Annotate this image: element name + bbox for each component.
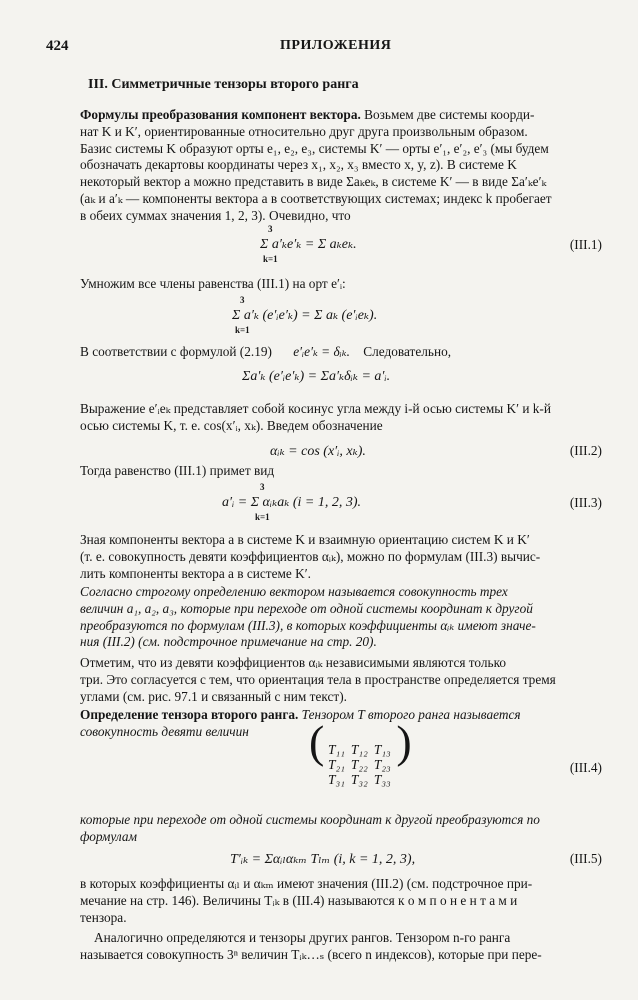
paragraph-cosine — [80, 401, 602, 435]
text-line: Зная компоненты вектора a в системе K и взаимную ориентацию систем K и K′ — [80, 532, 530, 547]
text-line: некоторый вектор a можно представить в виде Σaₖeₖ, в системе K′ — в виде Σa′ₖe′ₖ — [80, 174, 547, 190]
text-line: формулам — [80, 828, 138, 844]
paragraph-formula-219 — [80, 344, 602, 361]
paragraph-independent — [80, 655, 602, 705]
text-line: в которых коэффициенты αᵢₗ и αₖₘ имеют значения (III.2) (см. подстрочное при- — [80, 876, 533, 891]
paragraph-lead: Формулы преобразования компонент вектора. — [80, 107, 361, 122]
text-line: называется совокупность 3ⁿ величин Tᵢₖ…ₛ (всего n индексов), которые при пере- — [80, 946, 542, 962]
equation-body: a′ᵢ = Σ αᵢₖaₖ (i = 1, 2, 3). — [222, 495, 361, 510]
paragraph-multiply — [80, 276, 602, 293]
text-line: лить компоненты вектора a в системе K′. — [80, 565, 311, 581]
text-line: нат K и K′, ориентированные относительно друг друга произвольным образом. — [80, 123, 528, 139]
equation-delta — [80, 368, 602, 390]
section-title: III. Симметричные тензоры второго ранга — [88, 77, 359, 92]
text-line: Выражение e′ᵢeₖ представляет собой косинус угла между i-й осью системы K′ и k-й — [80, 401, 551, 416]
sum-upper-limit: 3 — [268, 224, 273, 234]
text-line: Тогда равенство (III.1) примет вид — [80, 463, 275, 478]
paragraph-knowing — [80, 532, 602, 582]
equation-number: (III.1) — [569, 237, 602, 252]
sum-lower-limit: k=1 — [255, 512, 270, 522]
paragraph-lead: Определение тензора второго ранга. — [80, 707, 299, 722]
text-line: совокупность девяти величин — [80, 723, 249, 739]
paragraph-vector-definition — [80, 584, 602, 651]
equation-body: αᵢₖ = cos (x′ᵢ, xₖ). — [270, 444, 366, 459]
matrix-row: T₁₁ T₁₂ T₁₃ — [328, 742, 391, 757]
text-line: осью системы K, т. е. cos(x′ᵢ, xₖ). Введем обозначение — [80, 417, 383, 433]
paragraph-other-ranks — [80, 930, 602, 964]
text-line: величин a₁, a₂, a₃, которые при переходе от одной системы координат к другой — [80, 600, 533, 616]
text-line: обозначать декартовы координаты через x₁, x₂, x₃ вместо x, y, z). В системе K — [80, 157, 517, 173]
text-line: Формулы преобразования компонент вектора. Возьмем две системы коорди- — [80, 107, 535, 122]
paragraph-vector-transform — [80, 107, 602, 225]
sum-lower-limit: k=1 — [263, 254, 278, 264]
matrix-row: T₃₁ T₃₂ T₃₃ — [328, 772, 391, 787]
inline-formula: e′ᵢe′ₖ = δᵢₖ. — [293, 344, 350, 359]
equation-III-1 — [80, 224, 602, 266]
text-line: Согласно строгому определению вектором называется совокупность трех — [80, 584, 508, 599]
sum-lower-limit: k=1 — [235, 325, 250, 335]
text-line: Определение тензора второго ранга. Тензором T второго ранга называется — [80, 707, 521, 722]
text-line: углами (см. рис. 97.1 и связанный с ним текст). — [80, 688, 347, 704]
paragraph-tensor-definition — [80, 707, 602, 741]
equation-III-3 — [80, 482, 602, 524]
paragraph-then — [80, 463, 602, 480]
text-line: Отметим, что из девяти коэффициентов αᵢₖ независимыми являются только — [80, 655, 507, 670]
text-line: (т. е. совокупность девяти коэффициентов αᵢₖ), можно по формулам (III.3) вычис- — [80, 548, 541, 564]
text-line: Аналогично определяются и тензоры других рангов. Тензором n-го ранга — [94, 930, 511, 945]
sum-upper-limit: 3 — [260, 482, 265, 492]
equation-number: (III.5) — [569, 851, 602, 866]
paragraph-components — [80, 876, 602, 926]
tensor-matrix — [309, 716, 412, 787]
running-header — [46, 38, 601, 58]
text-line: мечание на стр. 146). Величины Tᵢₖ в (III.4) называются к о м п о н е н т а м и — [80, 892, 518, 908]
text-line: в обеих суммах значения 1, 2, 3). Очевидно, что — [80, 207, 351, 223]
text-line: которые при переходе от одной системы координат к другой преобразуются по — [80, 812, 540, 827]
equation-body: Σa′ₖ (e′ᵢe′ₖ) = Σa′ₖδᵢₖ = a′ᵢ. — [242, 369, 391, 384]
text-line: преобразуются по формулам (III.3), в которых коэффициенты αᵢₖ имеют значе- — [80, 617, 536, 633]
equation-body: T′ᵢₖ = Σαᵢₗαₖₘ Tₗₘ (i, k = 1, 2, 3), — [230, 852, 416, 867]
text-line: тензора. — [80, 909, 127, 925]
equation-III-2 — [80, 443, 602, 463]
text-line: Умножим все члены равенства (III.1) на орт e′ᵢ: — [80, 276, 346, 291]
page-number: 424 — [46, 38, 69, 54]
equation-body: Σ a′ₖe′ₖ = Σ aₖeₖ. — [260, 237, 357, 252]
running-title: ПРИЛОЖЕНИЯ — [280, 38, 392, 53]
right-paren: ) — [396, 716, 412, 767]
text-line: (aₖ и a′ₖ — компоненты вектора a в соответствующих системах; индекс k пробегает — [80, 190, 552, 206]
equation-number: (III.3) — [569, 495, 602, 510]
matrix-row: T₂₁ T₂₂ T₂₃ — [328, 757, 391, 772]
equation-III-5 — [80, 851, 602, 871]
left-paren: ( — [309, 716, 325, 767]
text-line: Следовательно, — [363, 344, 452, 359]
equation-number: (III.2) — [569, 443, 602, 458]
matrix-table — [325, 742, 394, 787]
text-line: ния (III.2) (см. подстрочное примечание на стр. 20). — [80, 634, 377, 650]
text-line: три. Это согласуется с тем, что ориентация тела в пространстве определяется тремя — [80, 671, 556, 687]
sum-upper-limit: 3 — [240, 295, 245, 305]
equation-body: Σ a′ₖ (e′ᵢe′ₖ) = Σ aₖ (e′ᵢeₖ). — [232, 308, 378, 323]
text-line: В соответствии с формулой (2.19) — [80, 344, 272, 359]
equation-number: (III.4) — [569, 760, 602, 775]
paragraph-transform-rule — [80, 812, 602, 846]
text-line: Базис системы K образуют орты e₁, e₂, e₃, системы K′ — орты e′₁, e′₂, e′₃ (мы будем — [80, 140, 549, 156]
equation-III-1-projected — [80, 295, 602, 335]
